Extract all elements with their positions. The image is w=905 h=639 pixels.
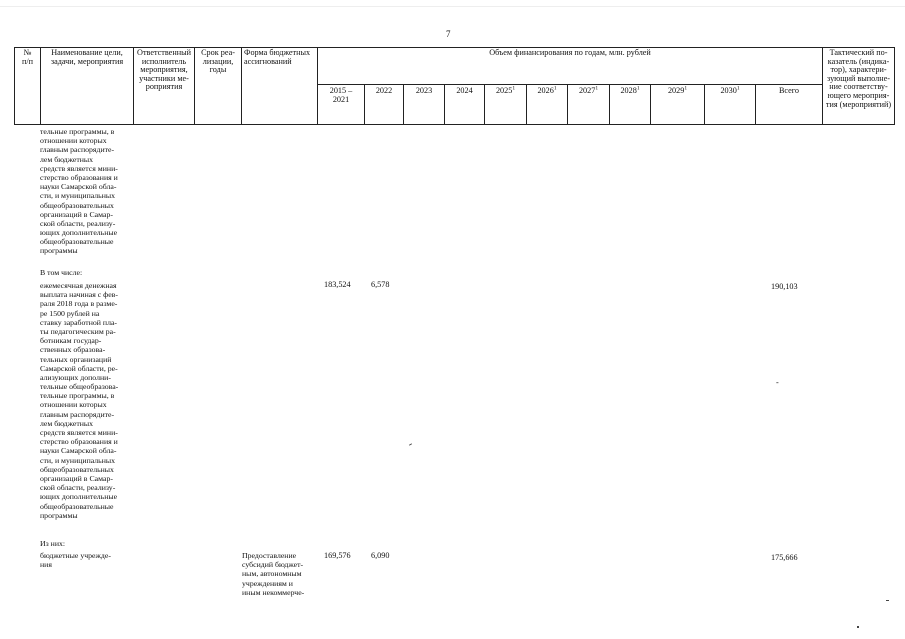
value-row2-2015-2021: 183,524 <box>324 280 351 289</box>
header-year-1 <box>365 85 404 125</box>
header-year-5 <box>527 85 568 125</box>
financing-table-header <box>14 47 895 125</box>
header-year-0 <box>318 85 365 125</box>
header-year-footnote: 1 <box>736 85 740 92</box>
value-row2-2022: 6,578 <box>371 280 390 289</box>
header-period: Срок реа- лизации, годы <box>195 48 242 125</box>
cell-of-them: Из них: <box>40 539 66 548</box>
header-year-3 <box>445 85 485 125</box>
header-year-footnote: 1 <box>636 85 640 92</box>
cell-name-block2: ежемесячная денежная выплата начиная с фев- раля 2018 года в разме- ре 1500 рублей на ставку заработной пла- ты педагогическим ра- ботникам государ- ственных образова- тельных организаций Самарской области, ре- ализующих дополни- тельные общеобразова- тельные программы, в отношении которых главным распорядите- лем бюджетных средств является мини- стерство образования и науки Самарской обла- сти, и муниципальных общеобразовательных организаций в Самар- ской области, реализу- ющих дополнительные общеобразовательные программы <box>40 281 119 520</box>
value-row3-2022: 6,090 <box>371 551 390 560</box>
header-year-label: Всего <box>778 86 800 95</box>
header-year-footnote: 1 <box>595 85 599 92</box>
header-year-label: 2030 <box>720 86 737 95</box>
header-financing: Объем финансирования по годам, млн. рублей <box>318 48 823 85</box>
header-form: Форма бюджетных ассигнований <box>242 48 318 125</box>
header-year-2 <box>404 85 445 125</box>
dash-mark: - <box>776 378 779 387</box>
header-year-label: 2022 <box>375 86 393 95</box>
header-year-label: 2028 <box>620 86 637 95</box>
header-year-footnote: 1 <box>553 85 557 92</box>
scan-speck <box>886 600 889 601</box>
header-year-6 <box>568 85 610 125</box>
cell-name-block1: тельные программы, в отношении которых главным распорядите- лем бюджетных средств является мини- стерство образования и науки Самарской обла- сти, и муниципальных общеобразовательных организаций в Самар- ской области, реализу- ющих дополнительные общеобразовательные программы <box>40 127 118 256</box>
header-year-label: 2024 <box>456 86 473 95</box>
cell-in-that-number: В том числе: <box>40 268 83 277</box>
header-year-4 <box>485 85 527 125</box>
header-year-label: 2029 <box>667 86 685 95</box>
value-row3-2015-2021: 169,576 <box>324 551 351 560</box>
header-year-footnote: 1 <box>684 85 688 92</box>
header-year-label: 2027 <box>578 86 596 95</box>
scan-speck <box>409 443 412 445</box>
header-year-label: 2015 – 2021 <box>329 86 353 104</box>
header-year-8 <box>651 85 705 125</box>
header-year-label: 2023 <box>415 86 433 95</box>
value-row3-total: 175,666 <box>771 553 798 562</box>
cell-form-block3: Предоставление субсидий бюджет- ным, автономным учреждениям и иным некоммерче- <box>242 551 305 597</box>
header-year-10 <box>756 85 823 125</box>
header-year-footnote: 1 <box>512 85 516 92</box>
top-scan-edge <box>0 6 905 7</box>
page-number: 7 <box>446 29 451 39</box>
cell-name-block3: бюджетные учрежде- ния <box>40 551 111 570</box>
header-name: Наименование цели, задачи, мероприятия <box>41 48 134 125</box>
header-year-9 <box>705 85 756 125</box>
scan-speck <box>857 626 859 628</box>
header-year-label: 2025 <box>495 86 513 95</box>
value-row2-total: 190,103 <box>771 282 798 291</box>
header-indicator: Тактический по- казатель (индика- тор), характери- зующий выполне- ние соответству- ющего мероприя- тия (мероприятий) <box>823 48 895 125</box>
header-num: № п/п <box>15 48 41 125</box>
header-year-label: 2026 <box>537 86 554 95</box>
header-executor: Ответственный исполнитель мероприятия, участники ме- роприятия <box>134 48 195 125</box>
header-year-7 <box>610 85 651 125</box>
